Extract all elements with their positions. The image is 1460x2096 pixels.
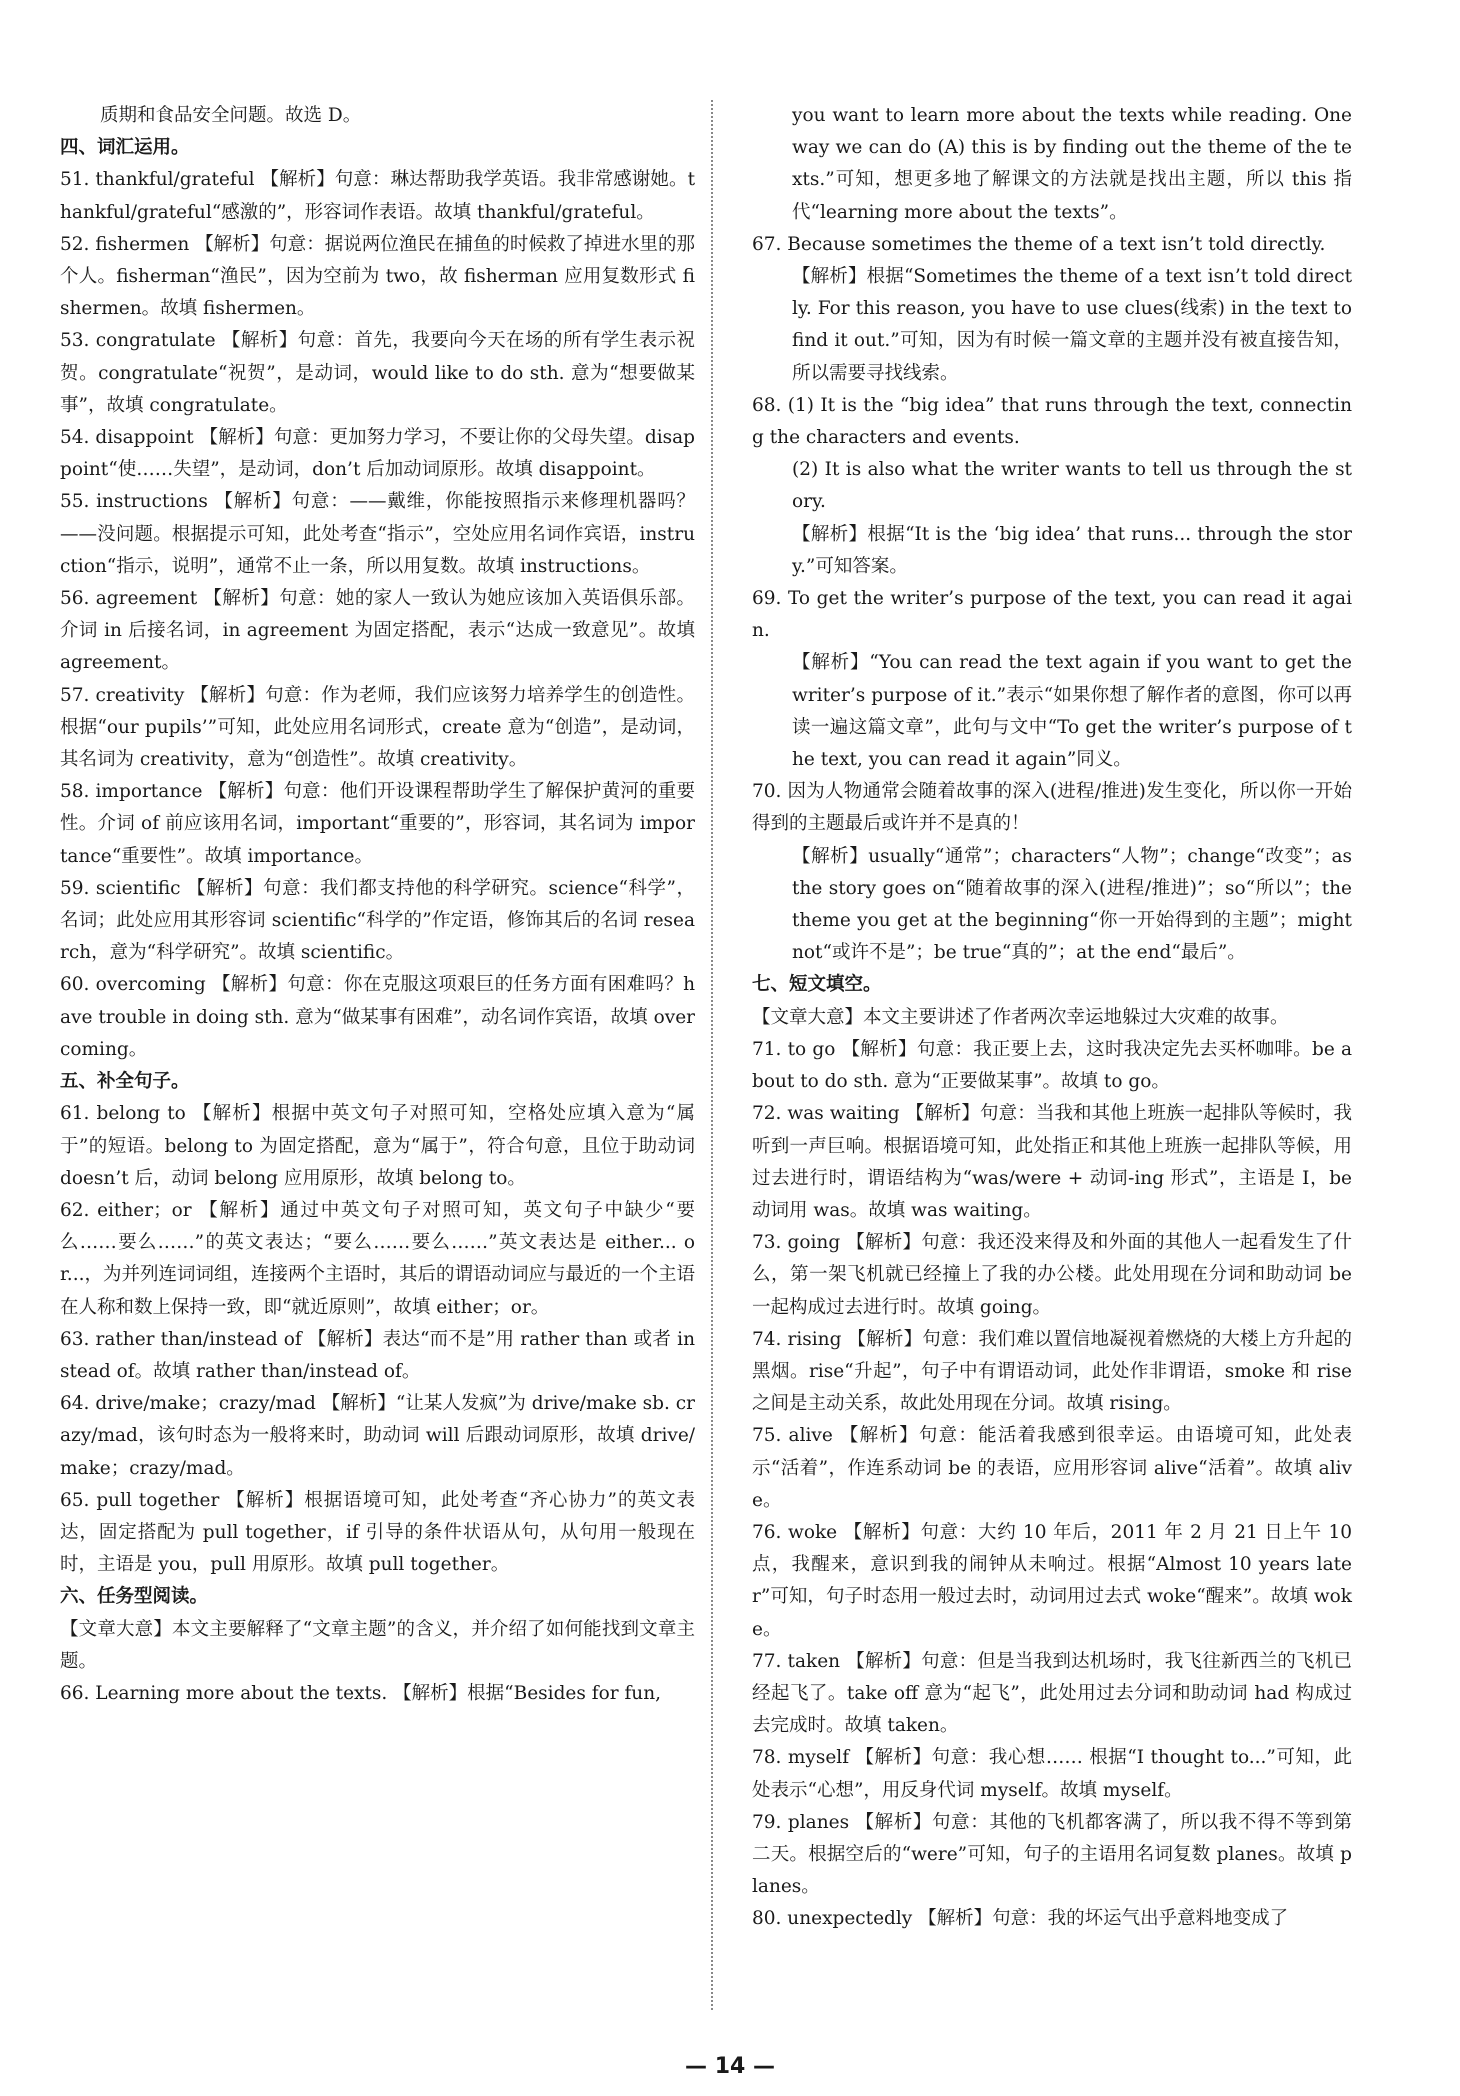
answer-item: 74. rising 【解析】句意：我们难以置信地凝视着燃烧的大楼上方升起的黑烟。rise“升起”，句子中有谓语动词，此处作非谓语，smoke 和 rise 之间是主动关系，故此处用现在分词。故填 rising。 xyxy=(752,1328,1352,1415)
article-summary: 【文章大意】本文主要解释了“文章主题”的含义，并介绍了如何能找到文章主题。 xyxy=(60,1618,695,1672)
answer-item: 70. 因为人物通常会随着故事的深入(进程/推进)发生变化，所以你一开始得到的主题最后或许并不是真的！ xyxy=(752,781,1352,835)
answer-item: 63. rather than/instead of 【解析】表达“而不是”用 rather than 或者 instead of。故填 rather than/instead of。 xyxy=(60,1328,695,1382)
answer-item: 79. planes 【解析】句意：其他的飞机都客满了，所以我不得不等到第二天。根据空后的“were”可知，句子的主语用名词复数 planes。故填 planes。 xyxy=(752,1811,1352,1898)
answer-item: 72. was waiting 【解析】句意：当我和其他上班族一起排队等候时，我听到一声巨响。根据语境可知，此处指正和其他上班族一起排队等候，用过去进行时，谓语结构为“was/were + 动词-ing 形式”，主语是 I，be 动词用 was。故填 was waiting。 xyxy=(752,1103,1352,1221)
section-heading: 五、补全句子。 xyxy=(60,1071,190,1093)
answer-item: 68. (1) It is the “big idea” that runs through the text, connecting the characters and events. xyxy=(752,394,1352,449)
answer-item: 58. importance 【解析】句意：他们开设课程帮助学生了解保护黄河的重要性。介词 of 前应该用名词，important“重要的”，形容词，其名词为 importance“重要性”。故填 importance。 xyxy=(60,781,695,867)
right-column xyxy=(752,100,1352,1936)
answer-item: 66. Learning more about the texts. 【解析】根据“Besides for fun, xyxy=(60,1682,661,1704)
answer-item: 54. disappoint 【解析】句意：更加努力学习，不要让你的父母失望。disappoint“使……失望”，是动词，don’t 后加动词原形。故填 disappoint。 xyxy=(60,427,695,481)
article-summary: 【文章大意】本文主要讲述了作者两次幸运地躲过大灾难的故事。 xyxy=(752,1006,1289,1028)
answer-item: 64. drive/make；crazy/mad 【解析】“让某人发疯”为 drive/make sb. crazy/mad，该句时态为一般将来时，助动词 will 后跟动词原形，故填 drive/make；crazy/mad。 xyxy=(60,1393,695,1479)
column-divider xyxy=(711,100,713,2010)
section-heading: 四、词汇运用。 xyxy=(60,137,190,159)
answer-text: 【解析】“You can read the text again if you want to get the writer’s purpose of it.”表示“如果你想了解作者的意图，你可以再读一遍这篇文章”，此句与文中“To get the writer’s purpose of the text, you can read it again”同义。 xyxy=(792,652,1352,771)
answer-text: (2) It is also what the writer wants to tell us through the story. xyxy=(792,459,1352,513)
answer-text: 【解析】根据“Sometimes the theme of a text isn’t told directly. For this reason, you have to use clues(线索) in the text to find it out.”可知，因为有时候一篇文章的主题并没有被直接告知，所以需要寻找线索。 xyxy=(792,266,1352,384)
answer-item: 61. belong to 【解析】根据中英文句子对照可知，空格处应填入意为“属于”的短语。belong to 为固定搭配，意为“属于”，符合句意，且位于助动词 doesn’t 后，动词 belong 应用原形，故填 belong to。 xyxy=(60,1103,695,1189)
answer-item: 77. taken 【解析】句意：但是当我到达机场时，我飞往新西兰的飞机已经起飞了。take off 意为“起飞”，此处用过去分词和助动词 had 构成过去完成时。故填 taken。 xyxy=(752,1650,1352,1737)
answer-item: 55. instructions 【解析】句意：——戴维，你能按照指示来修理机器吗？——没问题。根据提示可知，此处考查“指示”，空处应用名词作宾语，instruction“指示，说明”，通常不止一条，所以用复数。故填 instructions。 xyxy=(60,491,695,577)
answer-item: 71. to go 【解析】句意：我正要上去，这时我决定先去买杯咖啡。be about to do sth. 意为“正要做某事”。故填 to go。 xyxy=(752,1038,1352,1093)
answer-item: 56. agreement 【解析】句意：她的家人一致认为她应该加入英语俱乐部。介词 in 后接名词，in agreement 为固定搭配，表示“达成一致意见”。故填 agreement。 xyxy=(60,588,695,674)
answer-item: 65. pull together 【解析】根据语境可知，此处考查“齐心协力”的英文表达，固定搭配为 pull together，if 引导的条件状语从句，从句用一般现在时，主语是 you，pull 用原形。故填 pull together。 xyxy=(60,1489,695,1576)
answer-item: 75. alive 【解析】句意：能活着我感到很幸运。由语境可知，此处表示“活着”，作连系动词 be 的表语，应用形容词 alive“活着”。故填 alive。 xyxy=(752,1425,1352,1511)
answer-item: 51. thankful/grateful 【解析】句意：琳达帮助我学英语。我非常感谢她。thankful/grateful“感激的”，形容词作表语。故填 thankful/grateful。 xyxy=(60,169,695,223)
answer-text: 质期和食品安全问题。故选 D。 xyxy=(100,105,362,126)
section-heading: 七、短文填空。 xyxy=(752,974,882,996)
answer-item: 60. overcoming 【解析】句意：你在克服这项艰巨的任务方面有困难吗？have trouble in doing sth. 意为“做某事有困难”，动名词作宾语，故填 overcoming。 xyxy=(60,974,695,1060)
answer-item: 57. creativity 【解析】句意：作为老师，我们应该努力培养学生的创造性。根据“our pupils’”可知，此处应用名词形式，create 意为“创造”，是动词，其名词为 creativity，意为“创造性”。故填 creativity。 xyxy=(60,684,695,771)
page-number: — 14 — xyxy=(685,2054,775,2079)
answer-item: 76. woke 【解析】句意：大约 10 年后，2011 年 2 月 21 日上午 10 点，我醒来，意识到我的闹钟从未响过。根据“Almost 10 years later”可知，句子时态用一般过去时，动词用过去式 woke“醒来”。故填 woke。 xyxy=(752,1521,1352,1640)
answer-text: 【解析】根据“It is the ‘big idea’ that runs... through the story.”可知答案。 xyxy=(792,523,1352,577)
answer-item: 78. myself 【解析】句意：我心想…… 根据“I thought to...”可知，此处表示“心想”，用反身代词 myself。故填 myself。 xyxy=(752,1747,1352,1801)
answer-item: 59. scientific 【解析】句意：我们都支持他的科学研究。science“科学”，名词；此处应用其形容词 scientific“科学的”作定语，修饰其后的名词 research，意为“科学研究”。故填 scientific。 xyxy=(60,877,695,964)
answer-item: 80. unexpectedly 【解析】句意：我的坏运气出乎意料地变成了 xyxy=(752,1908,1289,1930)
answer-item: 73. going 【解析】句意：我还没来得及和外面的其他人一起看发生了什么，第一架飞机就已经撞上了我的办公楼。此处用现在分词和助动词 be 一起构成过去进行时。故填 going。 xyxy=(752,1232,1352,1318)
section-heading: 六、任务型阅读。 xyxy=(60,1586,209,1608)
answer-item: 69. To get the writer’s purpose of the text, you can read it again. xyxy=(752,588,1352,642)
answer-text: 【解析】usually“通常”；characters“人物”；change“改变”；as the story goes on“随着故事的深入(进程/推进)”；so“所以”；the theme you get at the beginning“你一开始得到的主题”；might not“或许不是”；be true“真的”；at the end“最后”。 xyxy=(792,845,1352,964)
answer-item: 62. either；or 【解析】通过中英文句子对照可知，英文句子中缺少“要么……要么……”的英文表达；“要么……要么……”英文表达是 either... or...，为并列连词词组，连接两个主语时，其后的谓语动词应与最近的一个主语在人称和数上保持一致，即“就近原则”，故填 either；or。 xyxy=(60,1199,695,1318)
answer-item: 52. fishermen 【解析】句意：据说两位渔民在捕鱼的时候救了掉进水里的那个人。fisherman“渔民”，因为空前为 two，故 fisherman 应用复数形式 fishermen。故填 fishermen。 xyxy=(60,233,695,320)
answer-text: you want to learn more about the texts while reading. One way we can do (A) this is by finding out the theme of the texts.”可知，想更多地了解课文的方法就是找出主题，所以 this 指代“learning more about the texts”。 xyxy=(792,105,1352,223)
answer-item: 67. Because sometimes the theme of a text isn’t told directly. xyxy=(752,233,1326,255)
answer-item: 53. congratulate 【解析】句意：首先，我要向今天在场的所有学生表示祝贺。congratulate“祝贺”，是动词，would like to do sth. 意为“想要做某事”，故填 congratulate。 xyxy=(60,330,695,416)
left-column xyxy=(60,100,695,1710)
